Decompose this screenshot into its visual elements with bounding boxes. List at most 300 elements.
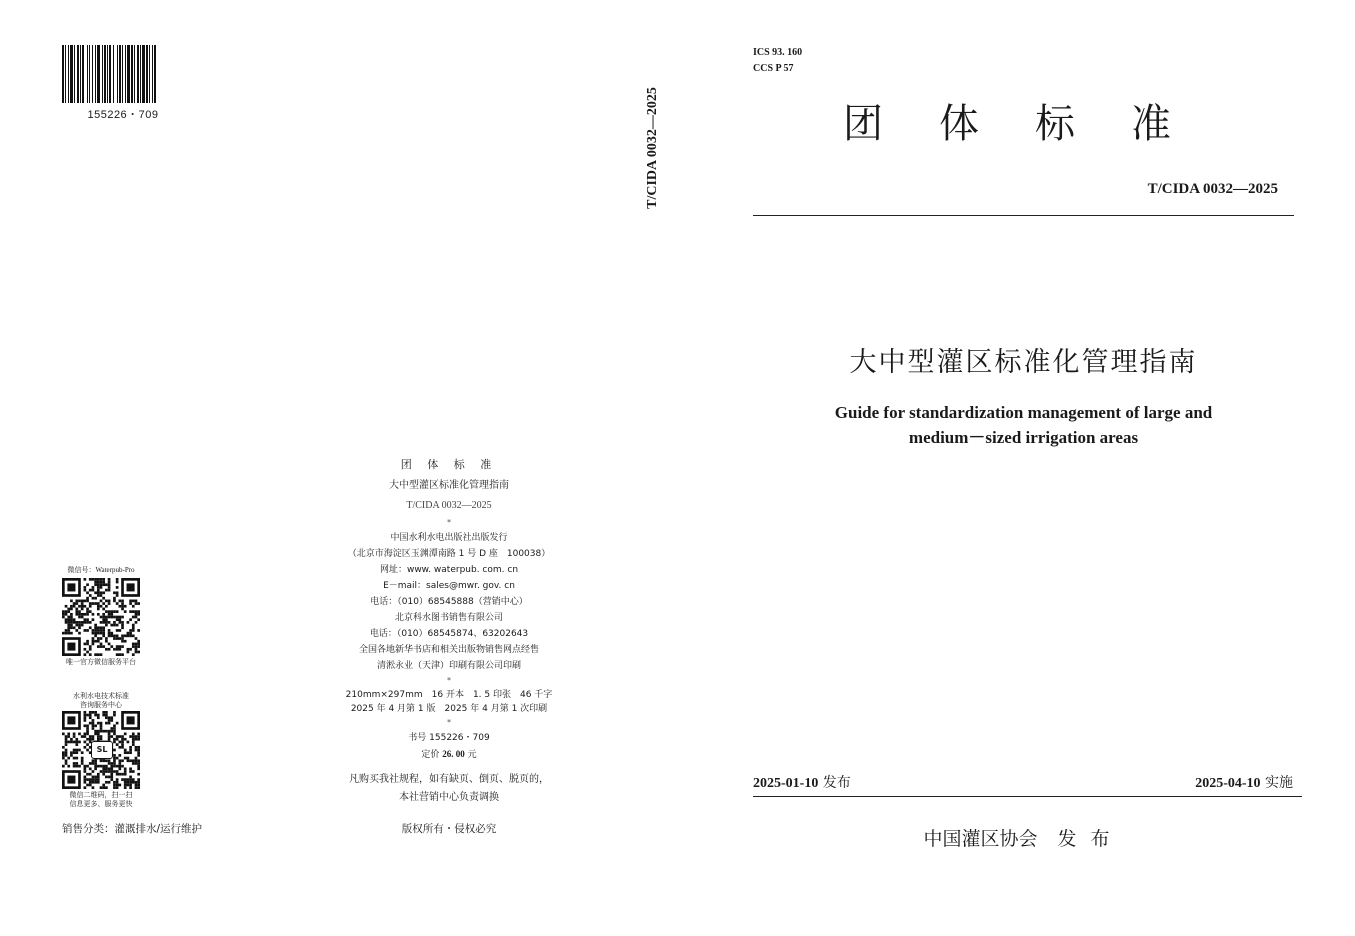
qr-module (97, 591, 100, 594)
barcode-bar (149, 45, 150, 103)
qr-module (94, 714, 97, 717)
qr-module (137, 781, 140, 784)
qr-module (135, 616, 138, 619)
qr-module (86, 778, 89, 781)
qr-module (129, 767, 132, 770)
qr-module (137, 762, 140, 765)
qr-module (89, 716, 92, 719)
barcode-bar (74, 45, 75, 103)
qr-module (137, 784, 140, 787)
qr-module (70, 632, 73, 635)
qr-module (94, 581, 97, 584)
qr-module (86, 613, 89, 616)
qr-module (137, 746, 140, 749)
qr-module (86, 618, 89, 621)
qr-module (89, 762, 92, 765)
qr-module (132, 653, 135, 656)
qr-module (116, 586, 119, 589)
barcode-number: 155226・709 (87, 109, 159, 121)
qr-module (118, 784, 121, 787)
qr-module (100, 594, 103, 597)
qr-module (135, 746, 138, 749)
colophon-separator: * (447, 718, 451, 727)
qr-module (121, 778, 124, 781)
qr-module (94, 778, 97, 781)
qr-module (116, 594, 119, 597)
qr-module (100, 727, 103, 730)
qr-module (110, 624, 113, 627)
qr-module (129, 634, 132, 637)
qr-module (105, 640, 108, 643)
qr-module (100, 629, 103, 632)
qr-module (137, 643, 140, 646)
qr-module (92, 640, 95, 643)
qr-module (92, 578, 95, 581)
qr-module (137, 618, 140, 621)
qr-module (105, 767, 108, 770)
barcode-bar (65, 45, 66, 103)
qr-module (121, 765, 124, 768)
standard-type-heading: 团体标准 (843, 101, 1227, 147)
qr-module (100, 730, 103, 733)
qr-module (113, 784, 116, 787)
qr-module (84, 578, 87, 581)
qr-module (65, 741, 68, 744)
qr-module (84, 653, 87, 656)
qr-module (118, 600, 121, 603)
qr-module (89, 784, 92, 787)
qr-module (121, 653, 124, 656)
qr-module (110, 770, 113, 773)
qr-module (118, 653, 121, 656)
colophon-number: T/CIDA 0032—2025 (406, 500, 492, 511)
ccs-code: CCS P 57 (753, 63, 794, 74)
qr-module (65, 762, 68, 765)
colophon-distributor: 北京科水图书销售有限公司 (394, 613, 503, 623)
implement-date-value: 2025-04-10 (1195, 776, 1261, 791)
qr-module (94, 767, 97, 770)
standard-number: T/CIDA 0032—2025 (1147, 181, 1278, 197)
qr-module (118, 735, 121, 738)
qr-module (132, 778, 135, 781)
qr-module (67, 765, 70, 768)
barcode-bar (125, 45, 126, 103)
qr-module (73, 757, 76, 760)
qr-module (65, 743, 68, 746)
qr-module (92, 722, 95, 725)
qr-module (135, 643, 138, 646)
qr-module (132, 643, 135, 646)
qr-module (113, 727, 116, 730)
qr-module (78, 613, 81, 616)
qr-module (113, 781, 116, 784)
qr-module (86, 591, 89, 594)
qr-module (94, 724, 97, 727)
qr-module (127, 781, 130, 784)
qr-module (94, 640, 97, 643)
issuing-organization (753, 824, 1294, 851)
qr-module (129, 778, 132, 781)
qr-module (116, 624, 119, 627)
qr-module (105, 610, 108, 613)
qr-module (121, 600, 124, 603)
qr-module (108, 621, 111, 624)
qr-module (113, 621, 116, 624)
qr-module (65, 605, 68, 608)
qr-module (89, 778, 92, 781)
barcode-bar (140, 45, 141, 103)
qr-module (75, 743, 78, 746)
qr-module (105, 714, 108, 717)
qr-module (62, 765, 65, 768)
qr-module (84, 600, 87, 603)
colophon-separator: * (447, 676, 451, 685)
barcode-bar (142, 45, 145, 103)
qr-module (67, 616, 70, 619)
qr-module (102, 618, 105, 621)
qr-module (100, 724, 103, 727)
qr-module (132, 770, 135, 773)
qr-module (70, 608, 73, 611)
qr-module (116, 757, 119, 760)
qr-module (67, 624, 70, 627)
qr-module (84, 648, 87, 651)
qr-module (116, 778, 119, 781)
header-divider (753, 215, 1294, 216)
qr-module (113, 786, 116, 789)
qr-module (86, 765, 89, 768)
colophon-format: 210mm×297mm 16 开本 1. 5 印张 46 千字 (345, 690, 553, 700)
qr-module (116, 629, 119, 632)
qr-module (100, 643, 103, 646)
qr-module (89, 735, 92, 738)
qr-consult-block (56, 692, 146, 809)
qr-module (67, 626, 70, 629)
qr-module (116, 722, 119, 725)
qr-module (67, 621, 70, 624)
qr-module (105, 589, 108, 592)
qr-module (89, 594, 92, 597)
qr-module (129, 629, 132, 632)
qr-module (78, 632, 81, 635)
qr-module (62, 616, 65, 619)
qr-module (102, 629, 105, 632)
qr-module (110, 645, 113, 648)
qr-module (132, 781, 135, 784)
qr-module (94, 632, 97, 635)
spine (641, 68, 665, 228)
qr-module (78, 741, 81, 744)
qr-module (135, 651, 138, 654)
qr-module (62, 733, 65, 736)
qr-module (100, 759, 103, 762)
barcode-bar (104, 45, 106, 103)
qr-module (135, 738, 138, 741)
qr-module (124, 784, 127, 787)
qr-module (65, 610, 68, 613)
qr-module (132, 629, 135, 632)
qr-module (108, 581, 111, 584)
qr-module (105, 770, 108, 773)
qr-module (78, 616, 81, 619)
qr-module (81, 621, 84, 624)
qr-module (132, 626, 135, 629)
qr-module (127, 648, 130, 651)
qr-module (92, 629, 95, 632)
qr-module (86, 743, 89, 746)
qr-module (108, 776, 111, 779)
qr-module (105, 600, 108, 603)
qr-module (108, 616, 111, 619)
qr-module (121, 746, 124, 749)
qr-module (84, 724, 87, 727)
qr-code-wechat[interactable] (62, 578, 140, 656)
qr-module (81, 757, 84, 760)
qr-module (89, 781, 92, 784)
colophon-notice-2: 本社营销中心负责调换 (399, 792, 499, 803)
qr-module (94, 591, 97, 594)
qr-module (70, 600, 73, 603)
qr-module (84, 643, 87, 646)
qr-module (84, 716, 87, 719)
price-unit: 元 (467, 750, 477, 760)
qr-module (78, 600, 81, 603)
barcode-bar (97, 45, 100, 103)
qr-module (84, 711, 87, 714)
qr-module (75, 602, 78, 605)
qr-module (132, 645, 135, 648)
qr-module (94, 629, 97, 632)
qr-module (75, 749, 78, 752)
qr-module (100, 626, 103, 629)
classification-codes (753, 45, 802, 77)
qr-module (97, 602, 100, 605)
qr-module (116, 765, 119, 768)
qr-module (102, 597, 105, 600)
qr-module (86, 733, 89, 736)
title-english (753, 400, 1294, 450)
qr-module (92, 618, 95, 621)
qr-finder (67, 643, 75, 651)
qr-module (135, 786, 138, 789)
qr-module (70, 751, 73, 754)
qr-module (110, 634, 113, 637)
qr-module (100, 770, 103, 773)
qr-module (113, 733, 116, 736)
qr-module (97, 629, 100, 632)
colophon-price (320, 746, 578, 763)
qr-module (81, 616, 84, 619)
qr-module (97, 645, 100, 648)
qr-module (129, 749, 132, 752)
barcode-bar (70, 45, 73, 103)
qr-module (86, 724, 89, 727)
qr-module (92, 786, 95, 789)
price-value: 26. 00 (442, 749, 465, 759)
qr-module (102, 759, 105, 762)
qr-module (132, 733, 135, 736)
qr-module (89, 645, 92, 648)
qr-module (94, 776, 97, 779)
qr-module (97, 765, 100, 768)
qr-module (97, 722, 100, 725)
qr-module (113, 724, 116, 727)
qr-module (70, 741, 73, 744)
qr-module (102, 616, 105, 619)
qr-module (94, 762, 97, 765)
qr-module (113, 741, 116, 744)
qr-module (127, 634, 130, 637)
qr-module (129, 784, 132, 787)
qr-module (78, 765, 81, 768)
qr-module (73, 765, 76, 768)
qr-module (121, 759, 124, 762)
qr-module (105, 781, 108, 784)
qr-module (97, 605, 100, 608)
qr-module (113, 765, 116, 768)
qr-module (116, 648, 119, 651)
qr-module (84, 767, 87, 770)
qr-finder (127, 716, 135, 724)
qr-module (97, 637, 100, 640)
qr-module (137, 629, 140, 632)
qr-module (81, 600, 84, 603)
qr-module (135, 735, 138, 738)
qr-module (113, 634, 116, 637)
qr-module (86, 629, 89, 632)
qr-module (135, 610, 138, 613)
qr-module (89, 610, 92, 613)
qr-module (124, 634, 127, 637)
qr-module (102, 645, 105, 648)
qr-consult-top-caption-1: 水利水电技术标准 (73, 692, 129, 700)
qr-module (94, 602, 97, 605)
qr-module (73, 621, 76, 624)
qr-module (100, 600, 103, 603)
qr-module (129, 648, 132, 651)
qr-module (78, 605, 81, 608)
qr-module (121, 616, 124, 619)
qr-module (65, 629, 68, 632)
colophon-distribution-note: 全国各地新华书店和相关出版物销售网点经售 (358, 645, 539, 655)
qr-module (97, 733, 100, 736)
qr-module (116, 634, 119, 637)
qr-module (124, 733, 127, 736)
qr-module (137, 640, 140, 643)
qr-module (118, 605, 121, 608)
qr-module (113, 762, 116, 765)
qr-module (92, 778, 95, 781)
qr-module (65, 613, 68, 616)
qr-module (100, 765, 103, 768)
qr-module (102, 632, 105, 635)
qr-module (75, 738, 78, 741)
qr-module (108, 719, 111, 722)
qr-module (65, 632, 68, 635)
qr-module (89, 578, 92, 581)
qr-finder (67, 583, 75, 591)
qr-module (132, 735, 135, 738)
qr-module (108, 578, 111, 581)
qr-module (129, 770, 132, 773)
qr-module (100, 583, 103, 586)
qr-module (102, 765, 105, 768)
qr-module (78, 733, 81, 736)
qr-module (108, 767, 111, 770)
qr-module (97, 735, 100, 738)
qr-module (75, 610, 78, 613)
qr-module (116, 637, 119, 640)
qr-module (105, 722, 108, 725)
qr-module (127, 778, 130, 781)
qr-module (116, 602, 119, 605)
qr-module (86, 714, 89, 717)
qr-module (113, 597, 116, 600)
qr-module (102, 730, 105, 733)
qr-module (105, 616, 108, 619)
price-label: 定价 (421, 750, 440, 760)
qr-module (127, 784, 130, 787)
qr-module (129, 602, 132, 605)
qr-module (108, 648, 111, 651)
qr-module (100, 632, 103, 635)
qr-module (132, 743, 135, 746)
qr-module (102, 626, 105, 629)
qr-module (84, 741, 87, 744)
qr-module (97, 776, 100, 779)
qr-module (110, 719, 113, 722)
qr-module (81, 762, 84, 765)
barcode-bar (87, 45, 88, 103)
implement-date (1195, 772, 1293, 792)
qr-module (81, 608, 84, 611)
qr-module (97, 653, 100, 656)
qr-module (78, 610, 81, 613)
qr-module (97, 581, 100, 584)
qr-module (108, 610, 111, 613)
qr-module (118, 765, 121, 768)
qr-module (118, 645, 121, 648)
qr-module (100, 722, 103, 725)
qr-module (94, 653, 97, 656)
qr-module (94, 583, 97, 586)
qr-module (86, 643, 89, 646)
qr-module (105, 711, 108, 714)
qr-module (89, 714, 92, 717)
qr-module (75, 621, 78, 624)
qr-module (113, 624, 116, 627)
qr-module (86, 621, 89, 624)
qr-module (62, 746, 65, 749)
qr-module (62, 632, 65, 635)
qr-module (75, 613, 78, 616)
qr-module (124, 610, 127, 613)
qr-module (135, 645, 138, 648)
qr-module (100, 578, 103, 581)
qr-module (113, 757, 116, 760)
title-english-line-1: Guide for standardization management of large and (834, 403, 1213, 422)
qr-module (92, 597, 95, 600)
qr-module (110, 610, 113, 613)
qr-module (84, 735, 87, 738)
qr-module (89, 602, 92, 605)
qr-module (113, 749, 116, 752)
qr-module (105, 621, 108, 624)
qr-consult-bottom-caption-1: 微信二维码，扫一扫 (69, 791, 133, 799)
qr-module (78, 626, 81, 629)
sl-logo (91, 741, 113, 759)
qr-module (84, 618, 87, 621)
